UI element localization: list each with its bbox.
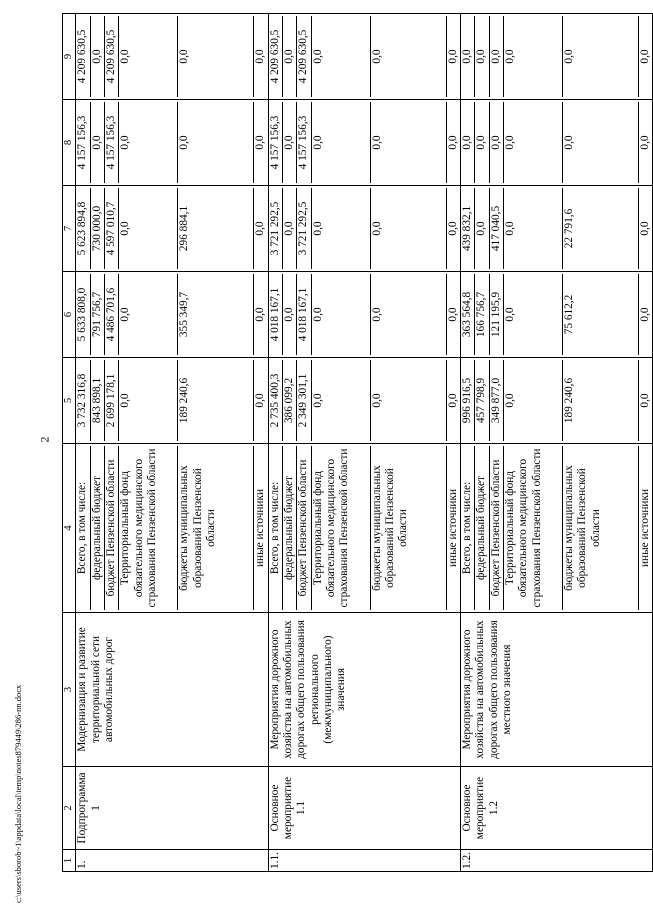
funding-value: 349 877,0 xyxy=(489,360,503,441)
year-values-cell xyxy=(76,358,268,444)
funding-sources-cell xyxy=(461,444,653,613)
funding-value: 0,0 xyxy=(178,16,254,97)
year-values-cell xyxy=(268,272,460,358)
funding-value: 417 040,5 xyxy=(489,188,503,269)
column-number-3: 3 xyxy=(63,613,76,767)
row-number: 1.2. xyxy=(461,850,653,872)
year-values-cell xyxy=(461,272,653,358)
funding-source-label: бюджеты муниципальных образований Пензенской области xyxy=(370,446,446,610)
program-row xyxy=(461,14,653,872)
program-title: Мероприятия дорожного хозяйства на автомобильных дорогах общего пользования местного значения xyxy=(461,613,653,767)
funding-value: 363 564,8 xyxy=(461,291,473,338)
funding-value: 4 157 156,3 xyxy=(105,102,119,183)
year-values-cell xyxy=(461,358,653,444)
funding-source-label: Территориальный фонд обязательного медицинского страхования Пензенской области xyxy=(503,446,562,610)
funding-value: 189 240,6 xyxy=(562,360,638,441)
funding-value: 3 732 316,8 xyxy=(76,373,89,428)
program-title: Модернизация и развитие территориальной сети автомобильных дорог xyxy=(76,613,268,767)
funding-value: 4 157 156,3 xyxy=(268,115,281,170)
funding-value: 0,0 xyxy=(254,274,268,355)
funding-value: 0,0 xyxy=(503,16,562,97)
funding-value: 0,0 xyxy=(562,16,638,97)
year-values-cell xyxy=(461,186,653,272)
funding-value: 0,0 xyxy=(254,188,268,269)
funding-value: 0,0 xyxy=(638,274,652,355)
funding-source-label: федеральный бюджет xyxy=(283,446,297,610)
funding-source-label: Всего, в том числе: xyxy=(76,481,89,575)
funding-value: 75 612,2 xyxy=(562,274,638,355)
funding-value: 0,0 xyxy=(283,274,297,355)
year-values-cell xyxy=(268,100,460,186)
funding-source-label: иные источники xyxy=(254,446,268,610)
funding-value: 439 832,1 xyxy=(461,205,473,252)
funding-value: 791 756,7 xyxy=(90,274,104,355)
header-row xyxy=(63,14,76,872)
funding-value: 0,0 xyxy=(446,360,460,441)
funding-value: 0,0 xyxy=(370,360,446,441)
funding-value: 0,0 xyxy=(283,102,297,183)
program-title: Мероприятия дорожного хозяйства на автомобильных дорогах общего пользования регионального (межмуниципального) значения xyxy=(268,613,460,767)
year-values-cell xyxy=(268,358,460,444)
funding-value: 2 699 178,1 xyxy=(105,360,119,441)
row-number: 1.1. xyxy=(268,850,460,872)
year-values-cell xyxy=(76,272,268,358)
funding-value: 0,0 xyxy=(311,360,370,441)
funding-value: 0,0 xyxy=(254,102,268,183)
column-number-8: 8 xyxy=(63,100,76,186)
funding-value: 0,0 xyxy=(90,16,104,97)
program-name: Основное мероприятие 1.1 xyxy=(268,767,460,850)
year-values-cell xyxy=(76,186,268,272)
funding-value: 843 898,1 xyxy=(90,360,104,441)
funding-value: 0,0 xyxy=(90,102,104,183)
funding-sources-cell xyxy=(76,444,268,613)
program-row xyxy=(76,14,268,872)
funding-value: 0,0 xyxy=(503,188,562,269)
funding-value: 166 756,7 xyxy=(475,274,489,355)
funding-value: 0,0 xyxy=(475,102,489,183)
funding-value: 0,0 xyxy=(461,49,473,64)
funding-value: 0,0 xyxy=(638,360,652,441)
funding-value: 0,0 xyxy=(638,102,652,183)
funding-source-label: бюджет Пензенской области xyxy=(297,446,311,610)
year-values-cell xyxy=(76,100,268,186)
funding-value: 0,0 xyxy=(475,188,489,269)
funding-value: 0,0 xyxy=(178,102,254,183)
funding-value: 0,0 xyxy=(503,360,562,441)
funding-value: 0,0 xyxy=(370,16,446,97)
column-number-5: 5 xyxy=(63,358,76,444)
funding-sources-cell xyxy=(268,444,460,613)
funding-value: 22 791,6 xyxy=(562,188,638,269)
funding-value: 0,0 xyxy=(489,16,503,97)
year-values-cell xyxy=(268,186,460,272)
column-number-2: 2 xyxy=(63,767,76,850)
funding-value: 4 018 167,1 xyxy=(297,274,311,355)
funding-source-label: Всего, в том числе: xyxy=(461,481,473,575)
funding-value: 0,0 xyxy=(119,16,178,97)
footer-file-path: c:\users\sborob~1\appdata\local\temp\notes879449\286-nn.docx xyxy=(13,684,23,903)
funding-value: 121 195,9 xyxy=(489,274,503,355)
funding-value: 4 157 156,3 xyxy=(297,102,311,183)
funding-value: 0,0 xyxy=(283,188,297,269)
funding-value: 0,0 xyxy=(311,16,370,97)
funding-value: 4 209 630,5 xyxy=(76,29,89,84)
column-number-1: 1 xyxy=(63,850,76,872)
funding-source-label: бюджеты муниципальных образований Пензенской области xyxy=(178,446,254,610)
funding-value: 0,0 xyxy=(446,188,460,269)
funding-value: 2 349 301,1 xyxy=(297,360,311,441)
funding-value: 5 623 894,8 xyxy=(76,201,89,256)
funding-value: 0,0 xyxy=(119,274,178,355)
funding-value: 0,0 xyxy=(562,102,638,183)
funding-value: 0,0 xyxy=(489,102,503,183)
funding-source-label: федеральный бюджет xyxy=(475,446,489,610)
funding-value: 4 209 630,5 xyxy=(268,29,281,84)
funding-value: 386 099,2 xyxy=(283,360,297,441)
funding-value: 0,0 xyxy=(283,16,297,97)
funding-value: 0,0 xyxy=(311,188,370,269)
funding-source-label: бюджет Пензенской области xyxy=(489,446,503,610)
column-number-7: 7 xyxy=(63,186,76,272)
funding-value: 0,0 xyxy=(446,16,460,97)
funding-value: 0,0 xyxy=(503,102,562,183)
funding-value: 5 633 808,0 xyxy=(76,287,89,342)
funding-value: 4 018 167,1 xyxy=(268,287,281,342)
funding-value: 4 209 630,5 xyxy=(105,16,119,97)
funding-source-label: бюджеты муниципальных образований Пензенской области xyxy=(562,446,638,610)
funding-source-label: бюджет Пензенской области xyxy=(105,446,119,610)
funding-value: 189 240,6 xyxy=(178,360,254,441)
funding-value: 0,0 xyxy=(638,16,652,97)
funding-value: 3 721 292,5 xyxy=(268,201,281,256)
year-values-cell xyxy=(461,100,653,186)
funding-value: 0,0 xyxy=(503,274,562,355)
page-number: 2 xyxy=(37,436,52,443)
funding-source-label: федеральный бюджет xyxy=(90,446,104,610)
row-number: 1. xyxy=(76,850,268,872)
funding-value: 296 884,1 xyxy=(178,188,254,269)
funding-value: 2 735 400,3 xyxy=(268,373,281,428)
program-name: Подпрограмма 1 xyxy=(76,767,268,850)
funding-value: 355 349,7 xyxy=(178,274,254,355)
funding-source-label: Территориальный фонд обязательного медицинского страхования Пензенской области xyxy=(311,446,370,610)
funding-value: 0,0 xyxy=(370,274,446,355)
year-values-cell xyxy=(461,14,653,100)
year-values-cell xyxy=(76,14,268,100)
funding-value: 457 798,9 xyxy=(475,360,489,441)
funding-value: 4 209 630,5 xyxy=(297,16,311,97)
funding-value: 0,0 xyxy=(119,188,178,269)
program-row xyxy=(268,14,460,872)
funding-value: 0,0 xyxy=(119,360,178,441)
funding-value: 0,0 xyxy=(311,274,370,355)
program-funding-table xyxy=(62,13,653,872)
funding-value: 0,0 xyxy=(370,188,446,269)
funding-value: 0,0 xyxy=(461,135,473,150)
program-name: Основное мероприятие 1.2 xyxy=(461,767,653,850)
funding-value: 0,0 xyxy=(370,102,446,183)
funding-value: 3 721 292,5 xyxy=(297,188,311,269)
funding-value: 4 597 010,7 xyxy=(105,188,119,269)
funding-value: 4 157 156,3 xyxy=(76,115,89,170)
column-number-9: 9 xyxy=(63,14,76,100)
funding-source-label: Всего, в том числе: xyxy=(268,481,281,575)
column-number-6: 6 xyxy=(63,272,76,358)
funding-value: 0,0 xyxy=(638,188,652,269)
funding-value: 0,0 xyxy=(254,360,268,441)
funding-value: 0,0 xyxy=(311,102,370,183)
funding-value: 0,0 xyxy=(475,16,489,97)
funding-value: 4 486 701,6 xyxy=(105,274,119,355)
column-number-4: 4 xyxy=(63,444,76,613)
funding-value: 0,0 xyxy=(446,102,460,183)
funding-value: 0,0 xyxy=(119,102,178,183)
rotated-table-container xyxy=(62,14,651,872)
funding-source-label: иные источники xyxy=(446,446,460,610)
funding-source-label: Территориальный фонд обязательного медицинского страхования Пензенской области xyxy=(119,446,178,610)
funding-value: 0,0 xyxy=(254,16,268,97)
funding-value: 0,0 xyxy=(446,274,460,355)
year-values-cell xyxy=(268,14,460,100)
funding-value: 730 000,0 xyxy=(90,188,104,269)
funding-value: 996 916,5 xyxy=(461,377,473,424)
funding-source-label: иные источники xyxy=(638,446,652,610)
